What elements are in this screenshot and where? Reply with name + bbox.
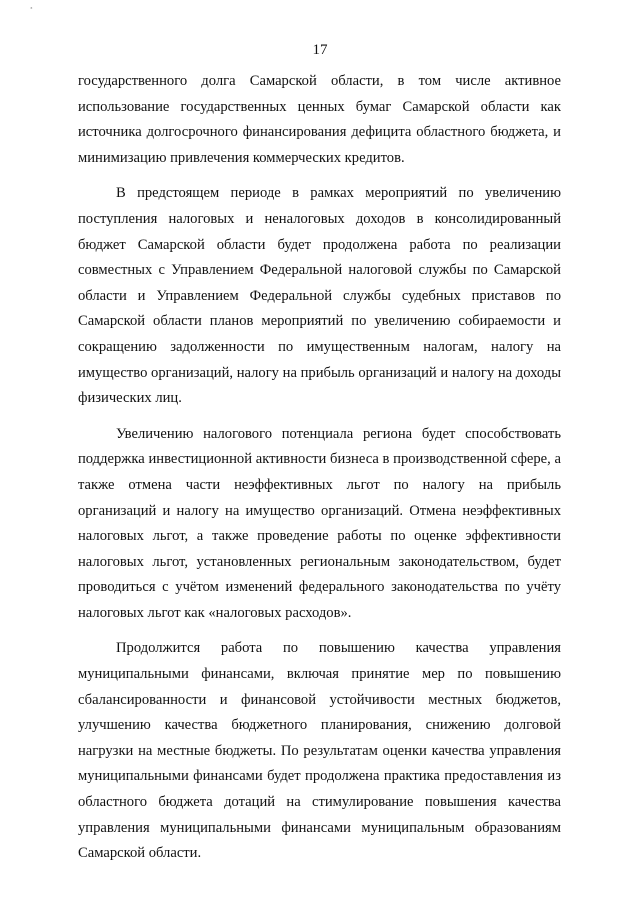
paragraph-tax-potential: Увеличению налогового потенциала региона будет способствовать поддержка инвестиционной активности бизнеса в производственной сфере, а также отмена части неэффективных льгот по налогу на прибыль организаций и налогу на имущество организаций. Отмена неэффективных налоговых льгот, а также проведение работы по оценке эффективности налоговых льгот, установленных региональным законодательством, будет проводиться с учётом изменений федерального законодательства по учёту налоговых льгот как «налоговых расходов». <box>78 425 561 621</box>
scan-artifact-mark: ﾞ <box>30 7 34 16</box>
paragraph-continuation: государственного долга Самарской области, в том числе активное использование государственных ценных бумаг Самарской области как источника долгосрочного финансирования дефицита областного бюджета, и минимизацию привлечения коммерческих кредитов. <box>78 73 561 166</box>
paragraph-tax-revenue: В предстоящем периоде в рамках мероприятий по увеличению поступления налоговых и неналоговых доходов в консолидированный бюджет Самарской области будет продолжена работа по реализации совместных с Управлением Федеральной налоговой службы по Самарской области и Управлением Федеральной службы судебных приставов по Самарской области планов мероприятий по увеличению собираемости и сокращению задолженности по имущественным налогам, налогу на имущество организаций, налогу на прибыль организаций и налогу на доходы физических лиц. <box>78 185 561 407</box>
page-number: 17 <box>312 42 328 58</box>
paragraph-municipal-finance: Продолжится работа по повышению качества управления муниципальными финансами, включая принятие мер по повышению сбалансированности и финансовой устойчивости местных бюджетов, улучшению качества бюджетного планирования, снижению долговой нагрузки на местные бюджеты. По результатам оценки качества управления муниципальными финансами будет продолжена практика предоставления из областного бюджета дотаций на стимулирование повышения качества управления муниципальными финансами муниципальным образованиям Самарской области. <box>78 640 561 862</box>
document-body <box>78 69 561 867</box>
